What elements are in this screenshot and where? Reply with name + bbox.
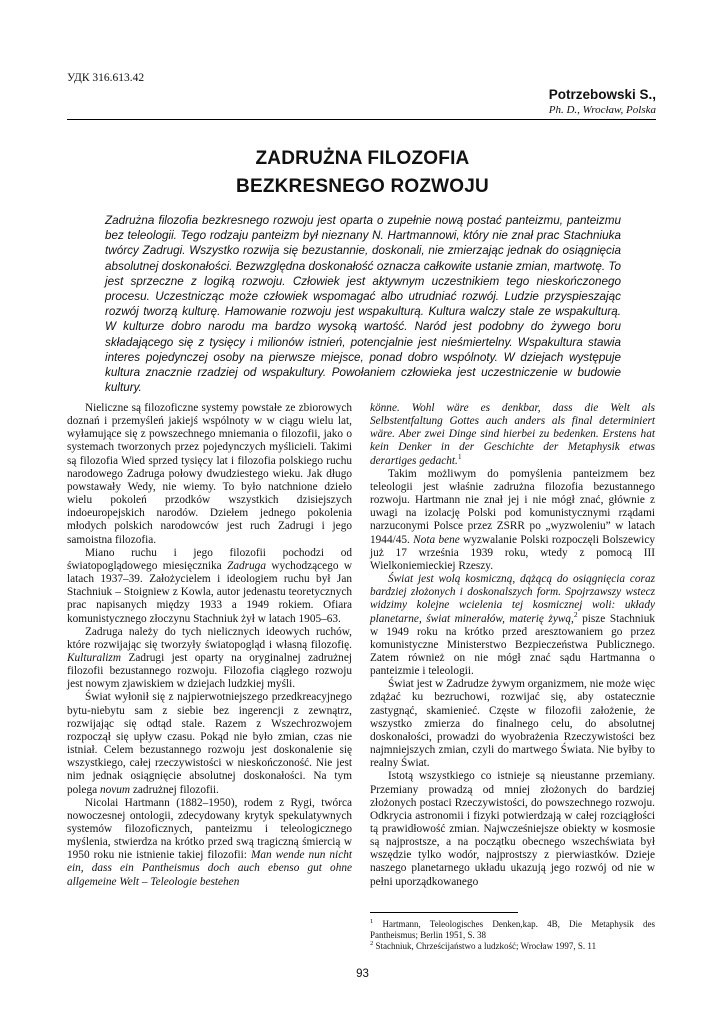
german-quote: Man wende nun nicht ein, dass ein Pantheismus doch auch ebenso gut ohne allgemeine Welt – Teleologie bestehen — [67, 849, 353, 888]
italic-term: Zadruga — [227, 559, 266, 572]
paragraph: Świat wyłonił się z najpierwotniejszego przedkreacyjnego bytu-niebytu sam z siebie bez ingerencji z zewnątrz, rozwijając się odtąd stale. Razem z Wszechrozwojem rozpoczął się upływ czasu. Pokąd nie było zmian, czas nie istniał. Celem bezustannego rozwoju jest doskonalenie się wszystkiego, całej rzeczywistości w nieskończoność. Nie jest nim jednak osiągnięcie absolutnej doskonałości. Na tym polega novum zadrużnej filozofii. — [67, 691, 352, 796]
footnote-ref: 2 — [573, 609, 578, 619]
footnote: $^1$ Hartmann, Teleologisches Denken,kap. 4B, Die Metaphysik des Pantheismus; Berlin 1951, S. 38 — [370, 918, 655, 940]
stachniuk-quote: Świat jest wolą kosmiczną, dążącą do osiągnięcia coraz bardziej złożonych i doskonalszych form. Spojrzawszy wstecz widzimy kolejne wcielenia tej kosmicznej woli: układy planetarne, świat minerałów, materię żywą, — [370, 573, 655, 625]
footnote-rule — [370, 912, 518, 913]
paragraph: Nicolai Hartmann (1882–1950), rodem z Rygi, twórca nowoczesnej ontologii, zdecydowany krytyk spekulatywnych systemów filozoficznych, panteizmu i teleologicznego myślenia, stwierdza na krótko przed swą tragiczną śmiercią w 1950 roku nie istnienie takiej filozofii: Man wende nun nicht ein, dass ein Pantheismus doch auch ebenso gut ohne allgemeine Welt – Teleologie bestehen — [67, 796, 353, 888]
paragraph: Takim możliwym do pomyślenia panteizmem bez teleologii jest właśnie zadrużna filozofia bezustannego rozwoju. Hartmann nie znał jej i nie mógł znać, głównie z uwagi na izolację Polski pod komunistycznymi rządami narzuconymi Polsce przez ZSRR po „wyzwoleniu” w latach 1944/45. Nota bene wyzwalanie Polski rozpoczęli Bolszewicy już 17 września 1939 roku, wtedy z pomocą III Wielkoniemieckiej Rzeszy. — [370, 467, 655, 572]
footnote-ref: 1 — [457, 451, 462, 461]
author-name: Potrzebowski S., — [548, 87, 656, 102]
abstract: Zadrużna filozofia bezkresnego rozwoju jest oparta o zupełnie nową postać panteizmu, panteizmu bez teleologii. Tego rodzaju panteizm był nieznany N. Hartmannowi, który nie znał prac Stachniuka twórcy Zadrugi. Wszystko rozwija się bezustannie, doskonali, nie zmierzając jednak do osiągnięcia absolutnej doskonałości. Bezwzględna doskonałość oznacza całkowite ustanie zmian, martwotę. To jest sprzeczne z logiką rozwoju. Człowiek jest aktywnym uczestnikiem tego nieskończonego procesu. Uczestnicząc może człowiek wspomagać albo utrudniać rozwój. Ludzie przyspieszając rozwój tworzą kulturę. Hamowanie rozwoju jest wspakulturą. Kultura walczy stale ze wspakulturą. W kulturze dobro narodu ma bardzo wysoką wartość. Naród jest podobny do żywego boru składającego się z tysięcy i milionów istnień, potencjalnie jest nieśmiertelny. Wspakultura stawia interes pojedynczej osoby na pierwsze miejsce, ponad dobro wspólnoty. W dziejach występuje kultura znacznie rzadziej od wspakultury. Powołaniem człowieka jest uczestniczenie w budowie kultury. — [105, 214, 621, 395]
left-column — [67, 402, 352, 889]
udc-code: УДК 316.613.42 — [67, 72, 145, 84]
title-line-1: ZADRUŻNA FILOZOFIA — [255, 148, 470, 169]
italic-term: Kulturalizm — [67, 651, 121, 664]
footnote: $^2$ Stachniuk, Chrześcijaństwo a ludzkość; Wrocław 1997, S. 11 — [370, 940, 597, 951]
author-affiliation: Ph. D., Wrocław, Polska — [548, 104, 656, 116]
page-number: 93 — [356, 968, 369, 980]
paragraph: Zadruga należy do tych nielicznych ideowych ruchów, które rozwijając się tworzyły światopogląd i własną filozofię. Kulturalizm Zadrugi jest oparty na oryginalnej zadrużnej filozofii bezustannego rozwoju. Filozofia ciągłego rozwoju jest nowym zjawiskiem w dziejach ludzkiej myśli. — [67, 625, 352, 691]
paragraph: Nieliczne są filozoficzne systemy powstałe ze zbiorowych doznań i przemyśleń jakiejś wspólnoty w w ciągu wielu lat, wyłamujące się z powszechnego mniemania o filozofii, jako o systemach tworzonych przez pojedynczych myślicieli. Takimi są filozofia Wied sprzed tysięcy lat i filozofia polskiego ruchu narodowego Zadruga połowy dwudziestego wieku. Jak długo powstawały Wedy, nie wiemy. To było natchnione dzieło wielu pokoleń przodków wszystkich dzisiejszych indoeuropejskich narodów. Dziełem jednego pokolenia młodych polskich narodowców jest ruch Zadrugi i jego samoistna filozofia. — [67, 402, 352, 546]
quote-continuation: könne. Wohl wäre es denkbar, dass die Welt als Selbstentfaltung Gottes auch anders als final determiniert wäre. Aber zwei Dinge sind hierbei zu bedenken. Erstens hat kein Denker in der Geschichte der Metaphysik etwas derartiges gedacht.$^1$ — [370, 402, 655, 467]
paragraph: Świat jest w Zadrudze żywym organizmem, nie może więc zdążać ku bezruchowi, rozwijać się, aby ostatecznie zastygnąć, skamienieć. Częste w filozofii założenie, że wszystko zmierza do finalnego celu, do absolutnej doskonałości, prowadzi do wyobrażenia Rzeczywistości bez najmniejszych zmian, czyli do martwego Świata. Nie byłby to realny Świat. — [370, 678, 655, 770]
title-line-2: BEZKRESNEGO ROZWOJU — [236, 176, 489, 197]
footnotes — [370, 919, 655, 952]
italic-term: novum — [99, 783, 131, 796]
paper-title — [0, 145, 725, 201]
header-rule — [67, 119, 656, 120]
right-column — [370, 402, 655, 889]
paragraph: Świat jest wolą kosmiczną, dążącą do osiągnięcia coraz bardziej złożonych i doskonalszych form. Spojrzawszy wstecz widzimy kolejne wcielenia tej kosmicznej woli: układy planetarne, świat minerałów, materię żywą,$^2$ pisze Stachniuk w 1949 roku na krótko przed aresztowaniem go przez komunistyczne Ministerstwo Bezpieczeństwa Publicznego. Zatem również on nie mógł znać sądu Hartmanna o panteizmie i teleologii. — [370, 573, 655, 678]
paragraph: Istotą wszystkiego co istnieje są nieustanne przemiany. Przemiany prowadzą od mniej złożonych do bardziej złożonych postaci Rzeczywistości, do powszechnego rozwoju. Odkrycia astronomii i fizyki potwierdzają w całej rozciągłości tą prawidłowość zmian. Najwcześniejsze obiekty w kosmosie są najprostsze, a na początku obecnego wszechświata był wszędzie tylko wodór, najprostszy z pierwiastków. Dzieje naszego planetarnego układu ukazują jego rozwój od nie w pełni uporządkowanego — [370, 770, 655, 888]
italic-term: Nota bene — [413, 533, 460, 546]
paragraph: Miano ruchu i jego filozofii pochodzi od światopoglądowego miesięcznika Zadruga wychodzącego w latach 1937–39. Założycielem i ideologiem ruchu był Jan Stachniuk – Stoigniew z Kowla, autor jedenastu teoretycznych prac napisanych między 1933 a 1949 rokiem. Ofiara komunistycznego złoczynu Stachniuk żył w latach 1905–63. — [67, 546, 352, 625]
